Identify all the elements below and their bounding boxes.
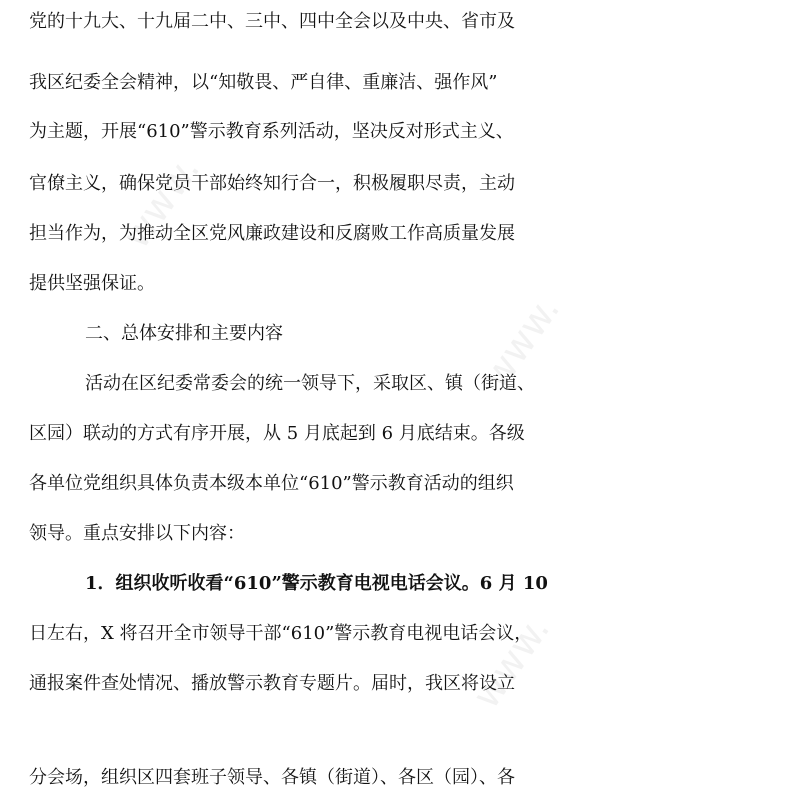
item-heading: 1．组织收听收看“610”警示教育电视电话会议。6 月 10 bbox=[85, 573, 548, 594]
text-line-3: 为主题，开展“610”警示教育系列活动，坚决反对形式主义、 bbox=[29, 121, 514, 142]
text-line-5: 担当作为，为推动全区党风廉政建设和反腐败工作高质量发展 bbox=[29, 223, 515, 244]
text-line-9: 区园）联动的方式有序开展，从 5 月底起到 6 月底结束。各级 bbox=[29, 423, 525, 444]
text-line-11: 领导。重点安排以下内容： bbox=[29, 523, 245, 544]
text-line-4: 官僚主义，确保党员干部始终知行合一，积极履职尽责，主动 bbox=[29, 173, 515, 194]
text-line-13: 日左右，X 将召开全市领导干部“610”警示教育电视电话会议， bbox=[29, 623, 533, 644]
text-line-10: 各单位党组织具体负责本级本单位“610”警示教育活动的组织 bbox=[29, 473, 514, 494]
watermark: www. bbox=[463, 607, 559, 717]
text-line-2: 我区纪委全会精神，以“知敬畏、严自律、重廉洁、强作风” bbox=[29, 72, 498, 93]
watermark: www. bbox=[473, 287, 569, 397]
section-heading: 二、总体安排和主要内容 bbox=[85, 323, 283, 344]
text-line-8: 活动在区纪委常委会的统一领导下，采取区、镇（街道、 bbox=[85, 373, 535, 394]
text-line-15: 分会场，组织区四套班子领导、各镇（街道）、各区（园）、各 bbox=[29, 767, 515, 788]
text-line-14: 通报案件查处情况、播放警示教育专题片。届时，我区将设立 bbox=[29, 673, 515, 694]
text-line-6: 提供坚强保证。 bbox=[29, 273, 155, 294]
watermark: www. bbox=[113, 147, 209, 257]
text-line-1: 党的十九大、十九届二中、三中、四中全会以及中央、省市及 bbox=[29, 11, 515, 32]
